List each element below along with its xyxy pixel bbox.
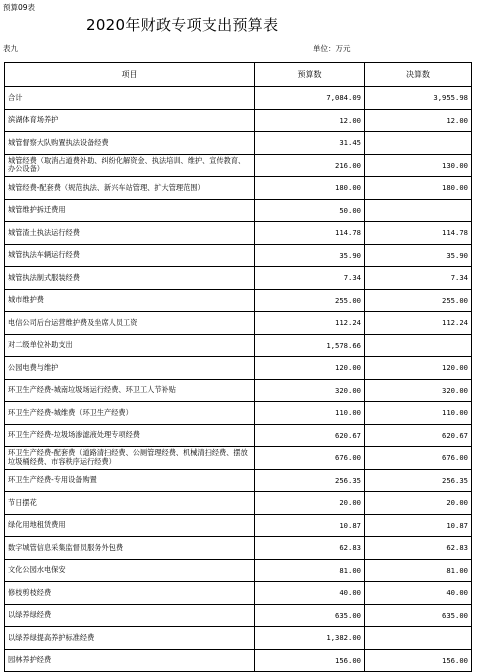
- row-final-value: 676.00: [365, 447, 472, 470]
- row-item-name: 城管维护拆迁费用: [5, 199, 255, 222]
- row-item-name: 公园电费与维护: [5, 357, 255, 380]
- row-final-value: 620.67: [365, 424, 472, 447]
- row-final-value: 3,955.98: [365, 87, 472, 110]
- row-budget-value: 256.35: [255, 469, 365, 492]
- table-row: [5, 132, 472, 155]
- table-row: [5, 492, 472, 515]
- row-item-name: 绿化用地租赁费用: [5, 514, 255, 537]
- row-budget-value: 114.78: [255, 222, 365, 245]
- row-budget-value: 620.67: [255, 424, 365, 447]
- table-row: [5, 312, 472, 335]
- row-budget-value: 7.34: [255, 267, 365, 290]
- table-row: [5, 649, 472, 672]
- row-final-value: 180.00: [365, 177, 472, 200]
- row-final-value: [365, 132, 472, 155]
- budget-table: [4, 62, 472, 672]
- row-item-name: 城管渣土执法运行经费: [5, 222, 255, 245]
- table-row: [5, 222, 472, 245]
- row-final-value: 10.87: [365, 514, 472, 537]
- row-final-value: 12.00: [365, 109, 472, 132]
- table-row: [5, 334, 472, 357]
- row-final-value: 130.00: [365, 154, 472, 177]
- row-budget-value: 110.00: [255, 402, 365, 425]
- row-item-name: 数字城管信息采集监督员服务外包费: [5, 537, 255, 560]
- table-row: [5, 514, 472, 537]
- row-item-name: 以绿养绿提高养护标准经费: [5, 627, 255, 650]
- table-code: 预算09表: [3, 3, 36, 12]
- row-item-name: 环卫生产经费-垃圾场渗滤液处理专项经费: [5, 424, 255, 447]
- row-item-name: 节日摆花: [5, 492, 255, 515]
- row-final-value: 35.90: [365, 244, 472, 267]
- row-budget-value: 81.00: [255, 559, 365, 582]
- row-final-value: 62.83: [365, 537, 472, 560]
- row-item-name: 电信公司后台运营维护费及坐席人员工资: [5, 312, 255, 335]
- row-item-name: 城管督察大队购置执法设备经费: [5, 132, 255, 155]
- row-budget-value: 7,084.09: [255, 87, 365, 110]
- row-item-name: 城管经费-配套费（规范执法、新兴车站管理、扩大管理范围）: [5, 177, 255, 200]
- row-final-value: [365, 199, 472, 222]
- row-final-value: [365, 334, 472, 357]
- table-row: [5, 357, 472, 380]
- row-item-name: 城管执法制式服装经费: [5, 267, 255, 290]
- table-row: [5, 604, 472, 627]
- row-final-value: 255.00: [365, 289, 472, 312]
- row-budget-value: 20.00: [255, 492, 365, 515]
- table-row: [5, 424, 472, 447]
- row-item-name: 环卫生产经费-专用设备购置: [5, 469, 255, 492]
- row-final-value: 7.34: [365, 267, 472, 290]
- table-row: [5, 177, 472, 200]
- row-budget-value: 1,578.66: [255, 334, 365, 357]
- row-item-name: 城市维护费: [5, 289, 255, 312]
- table-row: [5, 469, 472, 492]
- table-row: [5, 109, 472, 132]
- table-row: [5, 447, 472, 470]
- row-final-value: 110.00: [365, 402, 472, 425]
- row-final-value: 81.00: [365, 559, 472, 582]
- row-item-name: 城管执法车辆运行经费: [5, 244, 255, 267]
- row-budget-value: 320.00: [255, 379, 365, 402]
- row-budget-value: 180.00: [255, 177, 365, 200]
- column-header-item: 项目: [5, 63, 255, 87]
- row-budget-value: 50.00: [255, 199, 365, 222]
- row-item-name: 城管经费（取消占道费补助、纠纷化解资金、执法培训、维护、宣传教育、办公设备）: [5, 154, 255, 177]
- row-final-value: 40.00: [365, 582, 472, 605]
- table-row: [5, 199, 472, 222]
- row-item-name: 园林养护经费: [5, 649, 255, 672]
- row-final-value: 20.00: [365, 492, 472, 515]
- table-row: [5, 627, 472, 650]
- row-budget-value: 10.87: [255, 514, 365, 537]
- row-item-name: 环卫生产经费-城南垃圾场运行经费、环卫工人节补贴: [5, 379, 255, 402]
- row-item-name: 修枝剪枝经费: [5, 582, 255, 605]
- table-row: [5, 154, 472, 177]
- table-row: [5, 379, 472, 402]
- row-final-value: 320.00: [365, 379, 472, 402]
- table-row: [5, 244, 472, 267]
- row-item-name: 合计: [5, 87, 255, 110]
- table-row: [5, 402, 472, 425]
- row-item-name: 环卫生产经费-城维费（环卫生产经费）: [5, 402, 255, 425]
- table-header-row: [5, 63, 472, 87]
- row-final-value: 256.35: [365, 469, 472, 492]
- row-final-value: 120.00: [365, 357, 472, 380]
- column-header-final: 决算数: [365, 63, 472, 87]
- row-final-value: 156.00: [365, 649, 472, 672]
- row-budget-value: 216.00: [255, 154, 365, 177]
- row-budget-value: 676.00: [255, 447, 365, 470]
- unit-label: 单位：万元: [313, 44, 351, 53]
- table-row: [5, 582, 472, 605]
- row-budget-value: 156.00: [255, 649, 365, 672]
- row-budget-value: 35.90: [255, 244, 365, 267]
- table-number: 表九: [3, 44, 18, 53]
- row-item-name: 以绿养绿经费: [5, 604, 255, 627]
- row-item-name: 对二级单位补助支出: [5, 334, 255, 357]
- row-final-value: 114.78: [365, 222, 472, 245]
- row-budget-value: 12.00: [255, 109, 365, 132]
- table-row: [5, 267, 472, 290]
- row-item-name: 环卫生产经费-配套费（道路清扫经费、公厕管理经费、机械清扫经费、摆放垃圾桶经费、市容秩序运行经费）: [5, 447, 255, 470]
- row-final-value: 112.24: [365, 312, 472, 335]
- row-item-name: 滨湖体育场养护: [5, 109, 255, 132]
- row-item-name: 文化公园水电保安: [5, 559, 255, 582]
- row-final-value: [365, 627, 472, 650]
- row-budget-value: 112.24: [255, 312, 365, 335]
- table-row: [5, 537, 472, 560]
- row-budget-value: 31.45: [255, 132, 365, 155]
- row-final-value: 635.00: [365, 604, 472, 627]
- row-budget-value: 1,382.00: [255, 627, 365, 650]
- page-title: 2020年财政专项支出预算表: [86, 16, 279, 34]
- table-row: [5, 87, 472, 110]
- table-row: [5, 559, 472, 582]
- row-budget-value: 255.00: [255, 289, 365, 312]
- row-budget-value: 120.00: [255, 357, 365, 380]
- column-header-budget: 预算数: [255, 63, 365, 87]
- row-budget-value: 635.00: [255, 604, 365, 627]
- table-row: [5, 289, 472, 312]
- row-budget-value: 62.83: [255, 537, 365, 560]
- row-budget-value: 40.00: [255, 582, 365, 605]
